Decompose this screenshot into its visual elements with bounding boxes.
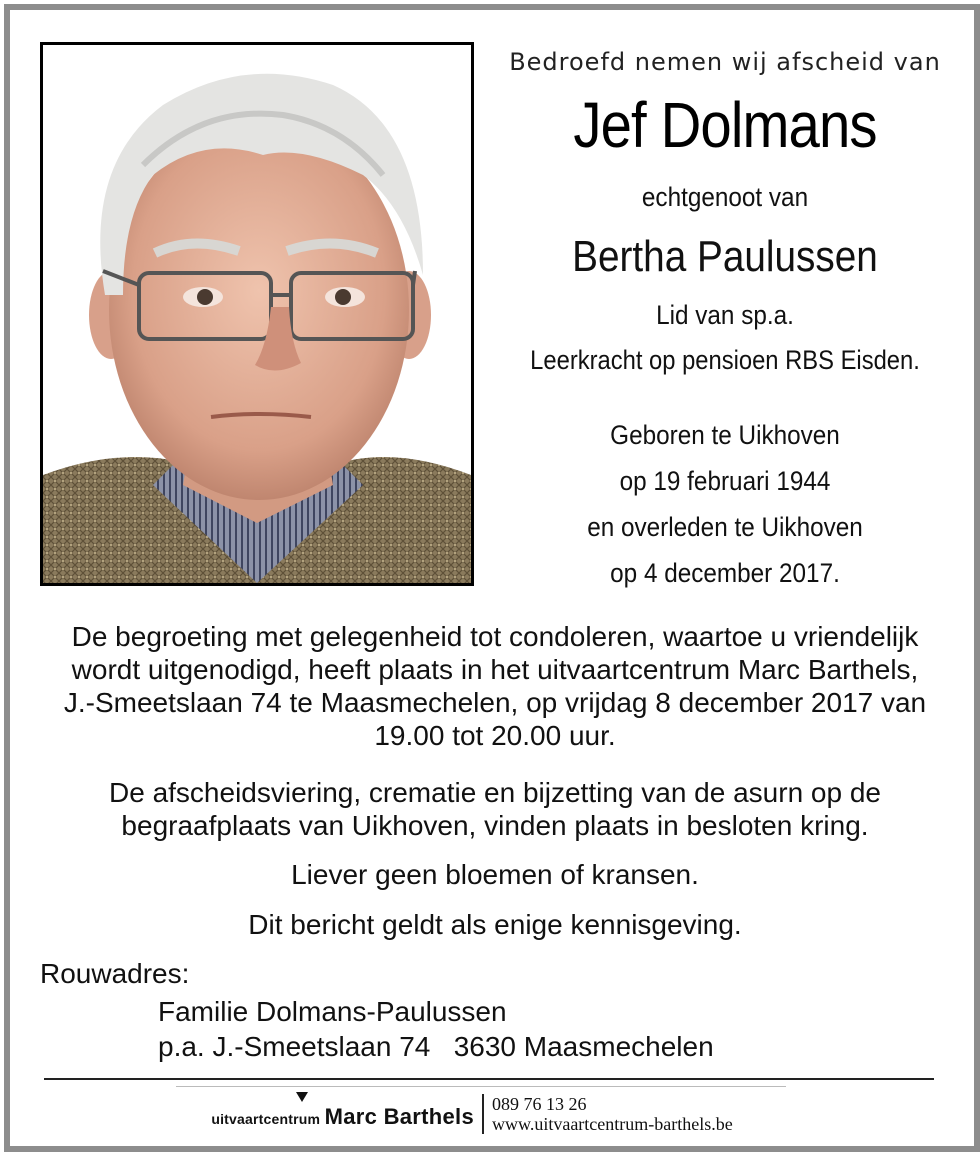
ceremony-line: De afscheidsviering, crematie en bijzetting van de asurn op de xyxy=(109,777,881,808)
condolence-paragraph xyxy=(30,620,960,752)
portrait-photo xyxy=(40,42,474,586)
contact-block xyxy=(492,1094,733,1134)
footer-separator xyxy=(482,1094,484,1134)
born-line: op 4 december 2017. xyxy=(610,558,840,588)
divider-line xyxy=(44,1078,934,1080)
website-link[interactable]: www.uitvaartcentrum-barthels.be xyxy=(492,1114,733,1134)
rouwadres-line: Familie Dolmans-Paulussen xyxy=(158,996,507,1027)
condolence-line: De begroeting met gelegenheid tot condoleren, waartoe u vriendelijk xyxy=(71,621,919,652)
born-line: op 19 februari 1944 xyxy=(619,466,831,496)
brand-name: Marc Barthels xyxy=(324,1104,474,1129)
notice-frame xyxy=(4,4,980,1152)
intro-text: Bedroefd nemen wij afscheid van xyxy=(509,48,941,76)
ceremony-line: begraafplaats van Uikhoven, vinden plaats in besloten kring. xyxy=(121,810,869,841)
rouwadres-label: Rouwadres: xyxy=(40,958,190,989)
announcement-text: Dit bericht geldt als enige kennisgeving. xyxy=(248,909,742,940)
rouwadres-line: p.a. J.-Smeetslaan 74 3630 Maasmechelen xyxy=(158,1031,714,1062)
portrait-illustration xyxy=(43,45,471,583)
brand-prefix: uitvaartcentrum xyxy=(211,1111,321,1127)
birth-death-block xyxy=(505,412,946,596)
occupation-text: Leerkracht op pensioen RBS Eisden. xyxy=(530,345,920,375)
born-line: Geboren te Uikhoven xyxy=(610,420,840,450)
ceremony-paragraph xyxy=(30,776,960,842)
born-line: en overleden te Uikhoven xyxy=(587,512,863,542)
condolence-line: wordt uitgenodigd, heeft plaats in het uitvaartcentrum Marc Barthels, xyxy=(71,654,919,685)
divider-line-thin xyxy=(176,1086,786,1087)
flowers-text: Liever geen bloemen of kransen. xyxy=(291,859,699,890)
spouse-name: Bertha Paulussen xyxy=(572,232,878,281)
rouwadres-block xyxy=(158,994,714,1064)
funeral-home-brand xyxy=(178,1104,474,1130)
triangle-logo-icon xyxy=(296,1092,308,1102)
condolence-line: J.-Smeetslaan 74 te Maasmechelen, op vrijdag 8 december 2017 van xyxy=(63,687,927,718)
spouse-label: echtgenoot van xyxy=(641,182,809,212)
phone-number: 089 76 13 26 xyxy=(492,1094,587,1114)
membership-text: Lid van sp.a. xyxy=(656,300,794,330)
deceased-name: Jef Dolmans xyxy=(573,89,877,161)
condolence-line: 19.00 tot 20.00 uur. xyxy=(374,720,616,751)
